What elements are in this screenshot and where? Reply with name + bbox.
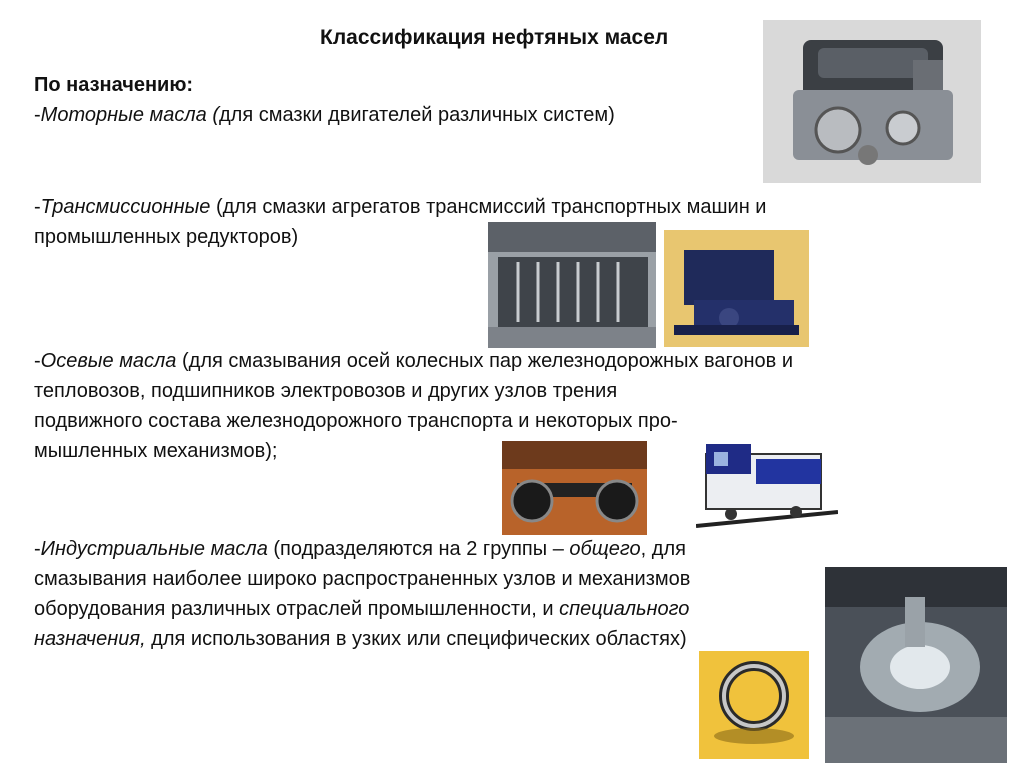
section-heading: По назначению: bbox=[34, 74, 194, 96]
transmission-desc: (для смазки агрегатов трансмиссий транспортных машин и bbox=[210, 196, 767, 218]
axle-line-4: мышленных механизмов); bbox=[34, 440, 278, 462]
axle-line-2: тепловозов, подшипников электровозов и других узлов трения bbox=[34, 380, 618, 402]
axle-desc: (для смазывания осей колесных пар железнодорожных вагонов и bbox=[176, 350, 794, 372]
industrial-line-3 bbox=[34, 594, 689, 624]
dash: - bbox=[34, 538, 41, 560]
engine-image bbox=[763, 20, 981, 183]
axle-line-1 bbox=[34, 346, 793, 376]
reducer-image bbox=[664, 230, 809, 347]
industrial-line-4 bbox=[34, 624, 687, 654]
industrial-desc: (подразделяются на 2 группы – bbox=[267, 538, 570, 560]
motor-oils-desc: для смазки двигателей различных систем) bbox=[219, 104, 615, 126]
page-title: Классификация нефтяных масел bbox=[320, 26, 669, 49]
industrial-line-2: смазывания наиболее широко распространенных узлов и механизмов bbox=[34, 568, 691, 590]
industrial-line-3-text: оборудования различных отраслей промышленности, и bbox=[34, 598, 560, 620]
transmission-term: Трансмиссионные bbox=[40, 196, 211, 218]
industrial-term: Индустриальные масла bbox=[40, 538, 268, 560]
industrial-line-4-text: для использования в узких или специфических областях) bbox=[145, 628, 687, 650]
wheelset-image bbox=[502, 441, 647, 535]
industrial-line-1 bbox=[34, 534, 686, 564]
transmission-line-2: промышленных редукторов) bbox=[34, 226, 299, 248]
locomotive-image bbox=[696, 434, 838, 538]
dash: - bbox=[34, 350, 41, 372]
general-term: общего bbox=[569, 538, 641, 560]
bearing-image bbox=[699, 651, 809, 759]
motor-oils-line bbox=[34, 100, 615, 130]
machining-image bbox=[825, 567, 1007, 763]
motor-oils-term: Моторные масла ( bbox=[40, 104, 219, 126]
industrial-desc-end: , для bbox=[640, 538, 686, 560]
axle-term: Осевые масла bbox=[40, 350, 177, 372]
special-term: специального bbox=[559, 598, 690, 620]
axle-line-3: подвижного состава железнодорожного транспорта и некоторых про- bbox=[34, 410, 678, 432]
gearbox-image bbox=[488, 222, 656, 348]
purpose-term: назначения, bbox=[34, 628, 146, 650]
dash: - bbox=[34, 196, 41, 218]
dash: - bbox=[34, 104, 41, 126]
transmission-line-1 bbox=[34, 192, 766, 222]
